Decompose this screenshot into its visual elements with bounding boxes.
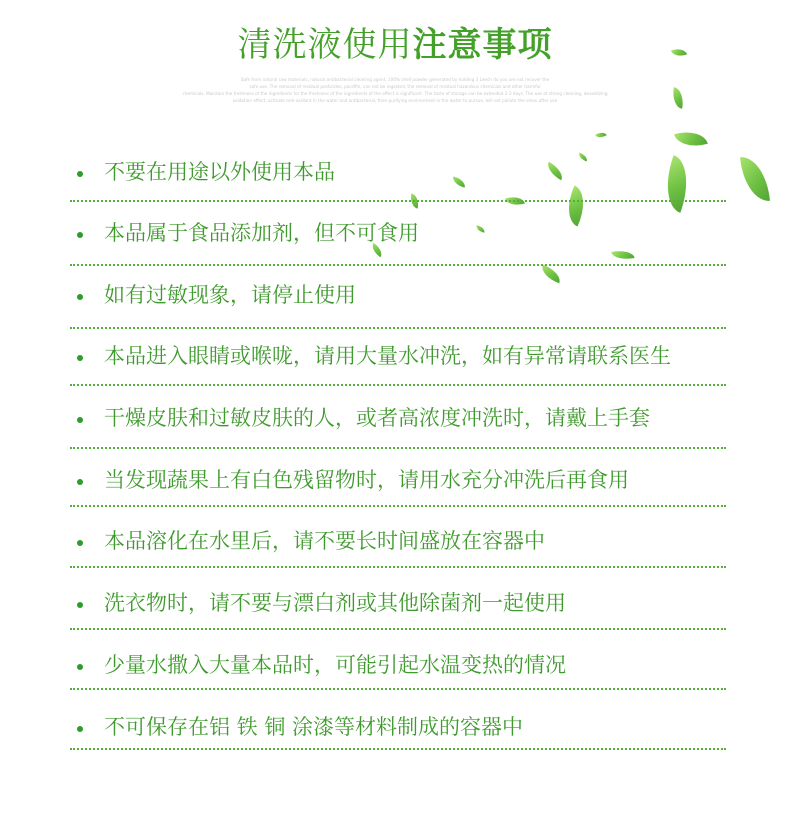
page-title — [0, 22, 790, 68]
fine-print-line: safe use. The removal of residual pesticides, paraffin, can not be ingested, the removal of residual hazardous chemicals and other harmful — [249, 84, 541, 89]
bullet-dot — [77, 355, 83, 361]
list-item-text: 干燥皮肤和过敏皮肤的人，或者高浓度冲洗时，请戴上手套 — [104, 406, 650, 430]
bullet-dot — [77, 602, 83, 608]
leaf-icon — [595, 130, 607, 140]
fine-print-line: Safe from natural raw materials, natural antibacterial cleaning agent, 100% shell powder generated by holding 3 Leech do you are not recover the — [240, 77, 550, 82]
leaf-icon — [670, 87, 685, 109]
list-item — [70, 339, 726, 373]
bullet-dot — [77, 664, 83, 670]
page-title-light: 清洗液使用 — [237, 25, 413, 65]
dotted-divider — [70, 384, 726, 386]
list-item — [70, 155, 726, 189]
list-item — [70, 278, 726, 312]
dotted-divider — [70, 688, 726, 690]
dotted-divider — [70, 264, 726, 266]
dotted-divider — [70, 628, 726, 630]
bullet-dot — [77, 479, 83, 485]
list-item-text: 当发现蔬果上有白色残留物时，请用水充分冲洗后再食用 — [104, 468, 629, 492]
list-item — [70, 216, 726, 250]
dotted-divider — [70, 447, 726, 449]
list-item-text: 本品溶化在水里后，请不要长时间盛放在容器中 — [104, 529, 545, 553]
list-item — [70, 648, 726, 682]
dotted-divider — [70, 748, 726, 750]
bullet-dot — [77, 232, 83, 238]
list-item-text: 本品进入眼睛或喉咙，请用大量水冲洗，如有异常请联系医生 — [104, 344, 671, 368]
bullet-dot — [77, 417, 83, 423]
dotted-divider — [70, 327, 726, 329]
bullet-dot — [77, 540, 83, 546]
leaf-icon — [611, 248, 634, 262]
list-item-text: 洗衣物时，请不要与漂白剂或其他除菌剂一起使用 — [104, 591, 566, 615]
dotted-divider — [70, 566, 726, 568]
bullet-dot — [77, 294, 83, 300]
dotted-divider — [70, 505, 726, 507]
list-item-text: 本品属于食品添加剂，但不可食用 — [104, 221, 419, 245]
fine-print-line: oxidation effect, activate anti-oxidant in the water and antibacterial, then purifying environment in the water to pursue, will not pollute the clean after use — [232, 98, 558, 103]
bullet-dot — [77, 726, 83, 732]
list-item — [70, 586, 726, 620]
bullet-dot — [77, 171, 83, 177]
list-item-text: 如有过敏现象，请停止使用 — [104, 283, 356, 307]
dotted-divider — [70, 200, 726, 202]
page-title-bold: 注意事项 — [412, 25, 553, 65]
list-item-text: 少量水撒入大量本品时，可能引起水温变热的情况 — [104, 653, 566, 677]
leaf-icon — [674, 126, 708, 151]
fine-print-line: chemicals. Maintain the freshness of the ingredients for the freshness of the ingredients of the effect is significant. The taste of storage can be extended 2-3 days. The use of strong cleaning, deoxidizing — [182, 91, 608, 96]
list-item — [70, 524, 726, 558]
leaf-icon — [740, 155, 770, 203]
list-item — [70, 710, 726, 744]
list-item-text: 不要在用途以外使用本品 — [104, 160, 335, 184]
list-item-text: 不可保存在铝 铁 铜 涂漆等材料制成的容器中 — [104, 715, 524, 739]
list-item — [70, 401, 726, 435]
list-item — [70, 463, 726, 497]
